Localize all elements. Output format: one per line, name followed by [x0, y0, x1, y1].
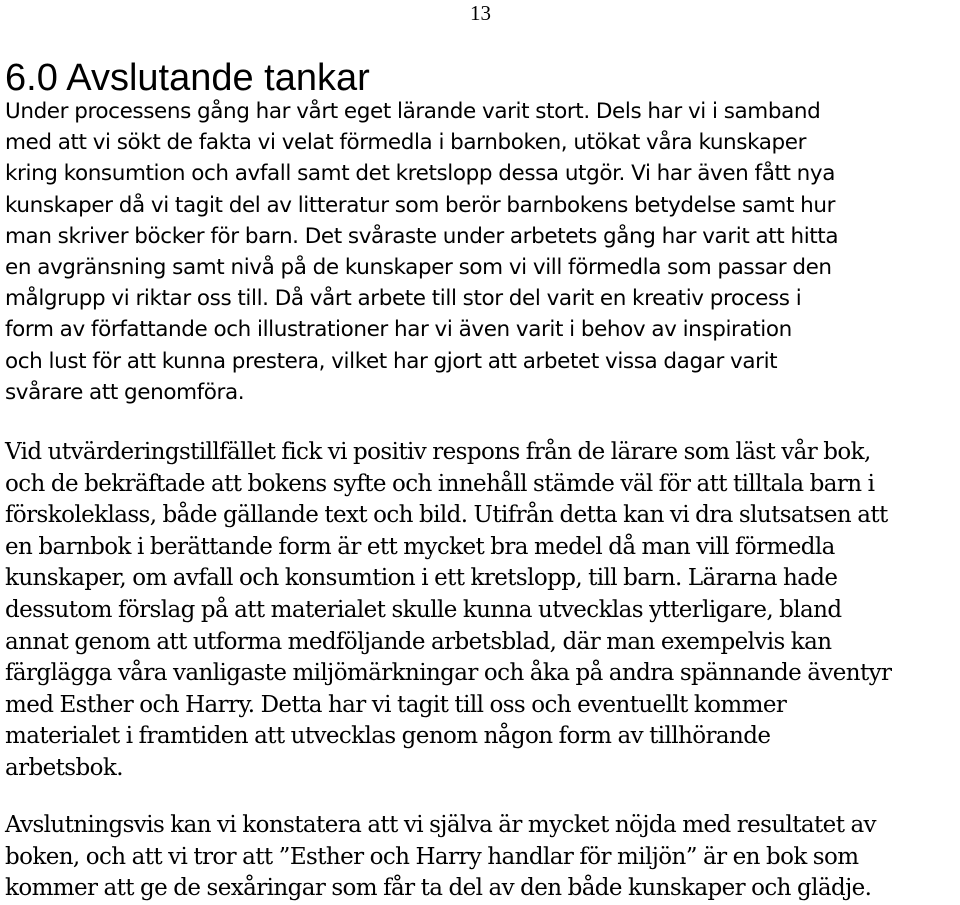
- paragraph-line: boken, och att vi tror att ”Esther och Harry handlar för miljön” är en bok som: [5, 843, 859, 870]
- paragraph-line: materialet i framtiden att utvecklas genom någon form av tillhörande: [5, 723, 771, 750]
- paragraph-line: annat genom att utforma medföljande arbetsblad, där man exempelvis kan: [5, 628, 832, 655]
- paragraph-line: med Esther och Harry. Detta har vi tagit till oss och eventuellt kommer: [5, 691, 787, 718]
- paragraph-line: en barnbok i berättande form är ett mycket bra medel då man vill förmedla: [5, 533, 835, 560]
- paragraph-line: målgrupp vi riktar oss till. Då vårt arbete till stor del varit en kreativ process i: [5, 286, 802, 312]
- paragraph-conclusion: [5, 810, 957, 905]
- page-number: 13: [470, 1, 491, 25]
- paragraph-line: man skriver böcker för barn. Det svåraste under arbetets gång har varit att hitta: [5, 223, 839, 249]
- paragraph-line: arbetsbok.: [5, 754, 123, 781]
- paragraph-evaluation: [5, 437, 957, 785]
- paragraph-line: kommer att ge de sexåringar som får ta del av den både kunskaper och glädje.: [5, 875, 872, 902]
- paragraph-line: form av författande och illustrationer har vi även varit i behov av inspiration: [5, 317, 792, 343]
- paragraph-line: färglägga våra vanligaste miljömärkningar och åka på andra spännande äventyr: [5, 660, 892, 687]
- paragraph-line: dessutom förslag på att materialet skulle kunna utvecklas ytterligare, bland: [5, 596, 842, 623]
- paragraph-line: kunskaper då vi tagit del av litteratur som berör barnbokens betydelse samt hur: [5, 192, 836, 218]
- paragraph-line: med att vi sökt de fakta vi velat förmedla i barnboken, utökat våra kunskaper: [5, 130, 807, 156]
- paragraph-line: Vid utvärderingstillfället fick vi positiv respons från de lärare som läst vår bok,: [5, 439, 871, 465]
- paragraph-line: och lust för att kunna prestera, vilket har gjort att arbetet vissa dagar varit: [5, 348, 778, 374]
- paragraph-line: svårare att genomföra.: [5, 379, 245, 405]
- paragraph-line: förskoleklass, både gällande text och bild. Utifrån detta kan vi dra slutsatsen att: [5, 502, 888, 529]
- paragraph-line: Under processens gång har vårt eget lärande varit stort. Dels har vi i samband: [5, 99, 821, 124]
- section-heading: 6.0 Avslutande tankar: [5, 57, 370, 99]
- paragraph-line: en avgränsning samt nivå på de kunskaper som vi vill förmedla som passar den: [5, 255, 832, 281]
- paragraph-line: kunskaper, om avfall och konsumtion i ett kretslopp, till barn. Lärarna hade: [5, 565, 838, 592]
- paragraph-line: kring konsumtion och avfall samt det kretslopp dessa utgör. Vi har även fått nya: [5, 161, 835, 187]
- paragraph-reflection: [5, 96, 957, 408]
- paragraph-line: Avslutningsvis kan vi konstatera att vi själva är mycket nöjda med resultatet av: [5, 812, 876, 838]
- paragraph-line: och de bekräftade att bokens syfte och innehåll stämde väl för att tilltala barn i: [5, 470, 875, 497]
